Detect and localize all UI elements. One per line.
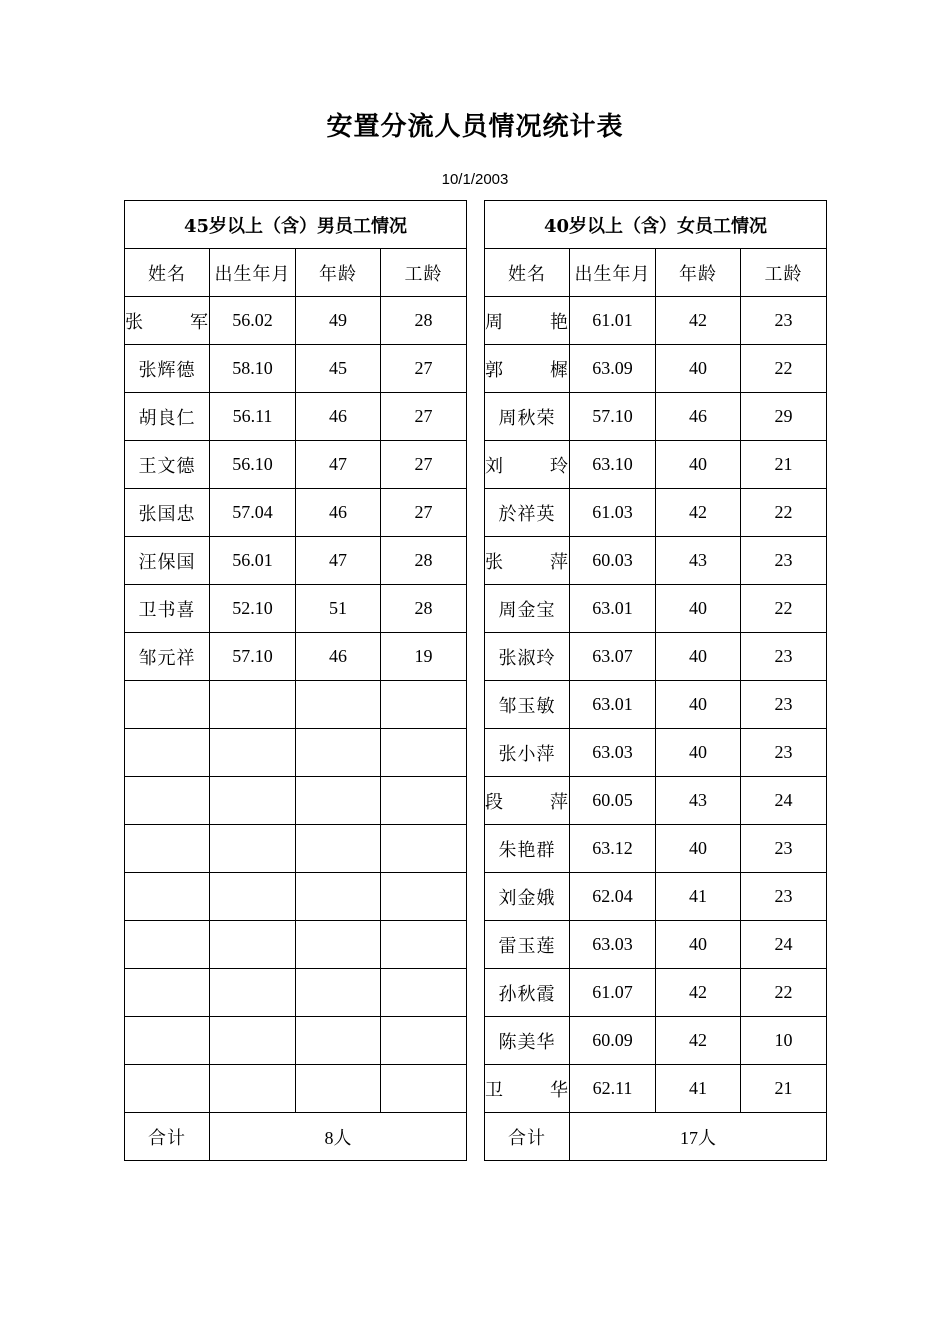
- cell-age: [296, 873, 381, 921]
- table-row: [125, 489, 467, 537]
- male-total-row: [125, 1113, 467, 1161]
- cell-age: 40: [656, 633, 741, 681]
- cell-seniority: 23: [741, 825, 827, 873]
- cell-seniority: 27: [381, 489, 467, 537]
- cell-birth: [210, 681, 296, 729]
- cell-name: 张辉德: [125, 345, 210, 393]
- table-row: [125, 537, 467, 585]
- female-total-value: 17人: [570, 1113, 827, 1161]
- cell-name: 刘金娥: [485, 873, 570, 921]
- table-row: [485, 969, 827, 1017]
- cell-seniority: 29: [741, 393, 827, 441]
- female-column-headers: [485, 249, 827, 297]
- cell-name: 刘 玲: [485, 441, 570, 489]
- cell-name: 邹玉敏: [485, 681, 570, 729]
- cell-name: [125, 825, 210, 873]
- cell-seniority: 22: [741, 585, 827, 633]
- cell-seniority: 23: [741, 537, 827, 585]
- cell-birth: [210, 921, 296, 969]
- cell-name: 段 萍: [485, 777, 570, 825]
- col-name-header: 姓名: [485, 249, 570, 297]
- cell-name: 周 艳: [485, 297, 570, 345]
- cell-name: 张淑玲: [485, 633, 570, 681]
- cell-seniority: 27: [381, 345, 467, 393]
- cell-age: 40: [656, 585, 741, 633]
- col-name-header: 姓名: [125, 249, 210, 297]
- cell-seniority: [381, 1017, 467, 1065]
- cell-birth: [210, 825, 296, 873]
- cell-seniority: 21: [741, 441, 827, 489]
- cell-age: 42: [656, 1017, 741, 1065]
- cell-age: [296, 969, 381, 1017]
- cell-name: 张小萍: [485, 729, 570, 777]
- cell-seniority: 19: [381, 633, 467, 681]
- male-total-label: 合计: [125, 1113, 210, 1161]
- cell-birth: 56.11: [210, 393, 296, 441]
- col-seniority-header: 工龄: [381, 249, 467, 297]
- table-row: [125, 825, 467, 873]
- cell-name: 於祥英: [485, 489, 570, 537]
- table-row: [125, 297, 467, 345]
- cell-seniority: 23: [741, 681, 827, 729]
- cell-name: 王文德: [125, 441, 210, 489]
- cell-seniority: 23: [741, 297, 827, 345]
- cell-birth: 63.01: [570, 681, 656, 729]
- cell-seniority: 24: [741, 921, 827, 969]
- male-rows: [125, 297, 467, 1113]
- cell-seniority: 24: [741, 777, 827, 825]
- cell-age: [296, 1065, 381, 1113]
- cell-seniority: 23: [741, 729, 827, 777]
- cell-seniority: 27: [381, 441, 467, 489]
- cell-birth: 60.03: [570, 537, 656, 585]
- table-row: [485, 1065, 827, 1113]
- col-birth-header: 出生年月: [210, 249, 296, 297]
- cell-name: 张 萍: [485, 537, 570, 585]
- cell-age: 49: [296, 297, 381, 345]
- table-row: [125, 633, 467, 681]
- col-age-header: 年龄: [656, 249, 741, 297]
- cell-birth: 56.01: [210, 537, 296, 585]
- table-row: [125, 921, 467, 969]
- cell-name: 卫 华: [485, 1065, 570, 1113]
- female-total-row: [485, 1113, 827, 1161]
- table-row: [485, 489, 827, 537]
- cell-age: [296, 1017, 381, 1065]
- cell-birth: 60.05: [570, 777, 656, 825]
- table-row: [125, 585, 467, 633]
- cell-name: 陈美华: [485, 1017, 570, 1065]
- cell-age: 40: [656, 345, 741, 393]
- cell-birth: 61.03: [570, 489, 656, 537]
- cell-age: 45: [296, 345, 381, 393]
- col-seniority-header: 工龄: [741, 249, 827, 297]
- page-title: 安置分流人员情况统计表: [326, 112, 624, 142]
- cell-seniority: [381, 777, 467, 825]
- cell-birth: 63.12: [570, 825, 656, 873]
- table-row: [485, 873, 827, 921]
- cell-name: 张 军: [125, 297, 210, 345]
- cell-age: 40: [656, 729, 741, 777]
- table-row: [125, 969, 467, 1017]
- cell-birth: 60.09: [570, 1017, 656, 1065]
- table-row: [485, 345, 827, 393]
- table-row: [485, 1017, 827, 1065]
- cell-seniority: [381, 873, 467, 921]
- cell-seniority: [381, 681, 467, 729]
- cell-name: 周秋荣: [485, 393, 570, 441]
- cell-age: [296, 921, 381, 969]
- table-row: [125, 441, 467, 489]
- table-row: [125, 873, 467, 921]
- table-row: [125, 1065, 467, 1113]
- cell-name: [125, 777, 210, 825]
- cell-seniority: [381, 969, 467, 1017]
- cell-seniority: [381, 921, 467, 969]
- table-row: [485, 729, 827, 777]
- cell-birth: 63.03: [570, 729, 656, 777]
- cell-birth: 63.01: [570, 585, 656, 633]
- cell-name: 朱艳群: [485, 825, 570, 873]
- cell-name: 邹元祥: [125, 633, 210, 681]
- cell-age: 43: [656, 777, 741, 825]
- cell-age: 42: [656, 297, 741, 345]
- cell-birth: 62.04: [570, 873, 656, 921]
- table-row: [485, 921, 827, 969]
- cell-seniority: 27: [381, 393, 467, 441]
- cell-name: [125, 1065, 210, 1113]
- table-row: [125, 393, 467, 441]
- male-total-value: 8人: [210, 1113, 467, 1161]
- cell-birth: 62.11: [570, 1065, 656, 1113]
- cell-seniority: 21: [741, 1065, 827, 1113]
- table-row: [125, 777, 467, 825]
- cell-age: [296, 681, 381, 729]
- cell-age: 40: [656, 681, 741, 729]
- cell-birth: 63.07: [570, 633, 656, 681]
- cell-name: [125, 969, 210, 1017]
- cell-seniority: 23: [741, 873, 827, 921]
- cell-seniority: 23: [741, 633, 827, 681]
- cell-name: [125, 1017, 210, 1065]
- cell-birth: [210, 777, 296, 825]
- cell-seniority: 28: [381, 537, 467, 585]
- cell-age: [296, 825, 381, 873]
- table-row: [125, 1017, 467, 1065]
- cell-name: 周金宝: [485, 585, 570, 633]
- cell-seniority: [381, 729, 467, 777]
- cell-name: 汪保国: [125, 537, 210, 585]
- table-row: [125, 729, 467, 777]
- cell-birth: 58.10: [210, 345, 296, 393]
- cell-age: 40: [656, 441, 741, 489]
- cell-age: 47: [296, 441, 381, 489]
- cell-birth: [210, 1065, 296, 1113]
- cell-birth: 61.01: [570, 297, 656, 345]
- female-staff-table: [484, 200, 827, 1161]
- cell-name: 卫书喜: [125, 585, 210, 633]
- cell-birth: [210, 729, 296, 777]
- cell-age: 40: [656, 921, 741, 969]
- cell-seniority: 22: [741, 489, 827, 537]
- cell-age: [296, 729, 381, 777]
- cell-name: 张国忠: [125, 489, 210, 537]
- female-table-header: 40岁以上（含）女员工情况: [485, 201, 827, 249]
- cell-birth: [210, 1017, 296, 1065]
- cell-seniority: 22: [741, 345, 827, 393]
- cell-age: 41: [656, 873, 741, 921]
- table-row: [485, 393, 827, 441]
- cell-birth: [210, 873, 296, 921]
- cell-birth: [210, 969, 296, 1017]
- cell-age: 47: [296, 537, 381, 585]
- cell-birth: 56.10: [210, 441, 296, 489]
- cell-age: 42: [656, 969, 741, 1017]
- table-row: [485, 585, 827, 633]
- cell-age: 46: [296, 393, 381, 441]
- table-row: [485, 537, 827, 585]
- cell-age: 51: [296, 585, 381, 633]
- cell-birth: 56.02: [210, 297, 296, 345]
- cell-name: 雷玉莲: [485, 921, 570, 969]
- cell-age: [296, 777, 381, 825]
- cell-age: 46: [296, 489, 381, 537]
- col-birth-header: 出生年月: [570, 249, 656, 297]
- cell-birth: 63.09: [570, 345, 656, 393]
- cell-name: [125, 873, 210, 921]
- cell-name: [125, 729, 210, 777]
- male-table-header: 45岁以上（含）男员工情况: [125, 201, 467, 249]
- cell-birth: 57.10: [210, 633, 296, 681]
- female-rows: [485, 297, 827, 1113]
- female-total-label: 合计: [485, 1113, 570, 1161]
- table-row: [485, 633, 827, 681]
- cell-seniority: 28: [381, 585, 467, 633]
- cell-birth: 61.07: [570, 969, 656, 1017]
- cell-birth: 57.04: [210, 489, 296, 537]
- cell-birth: 63.03: [570, 921, 656, 969]
- table-row: [125, 345, 467, 393]
- table-row: [125, 681, 467, 729]
- cell-name: [125, 681, 210, 729]
- col-age-header: 年龄: [296, 249, 381, 297]
- table-row: [485, 825, 827, 873]
- cell-seniority: 28: [381, 297, 467, 345]
- cell-age: 46: [656, 393, 741, 441]
- cell-age: 41: [656, 1065, 741, 1113]
- cell-birth: 52.10: [210, 585, 296, 633]
- cell-age: 46: [296, 633, 381, 681]
- cell-birth: 57.10: [570, 393, 656, 441]
- cell-seniority: [381, 825, 467, 873]
- table-row: [485, 441, 827, 489]
- cell-name: [125, 921, 210, 969]
- cell-seniority: 22: [741, 969, 827, 1017]
- table-row: [485, 297, 827, 345]
- cell-seniority: 10: [741, 1017, 827, 1065]
- cell-name: 孙秋霞: [485, 969, 570, 1017]
- cell-birth: 63.10: [570, 441, 656, 489]
- cell-age: 43: [656, 537, 741, 585]
- cell-name: 胡良仁: [125, 393, 210, 441]
- male-staff-table: [124, 200, 467, 1161]
- table-row: [485, 681, 827, 729]
- male-column-headers: [125, 249, 467, 297]
- cell-seniority: [381, 1065, 467, 1113]
- report-date: 10/1/2003: [441, 171, 509, 188]
- cell-age: 42: [656, 489, 741, 537]
- cell-name: 郭 樨: [485, 345, 570, 393]
- table-row: [485, 777, 827, 825]
- cell-age: 40: [656, 825, 741, 873]
